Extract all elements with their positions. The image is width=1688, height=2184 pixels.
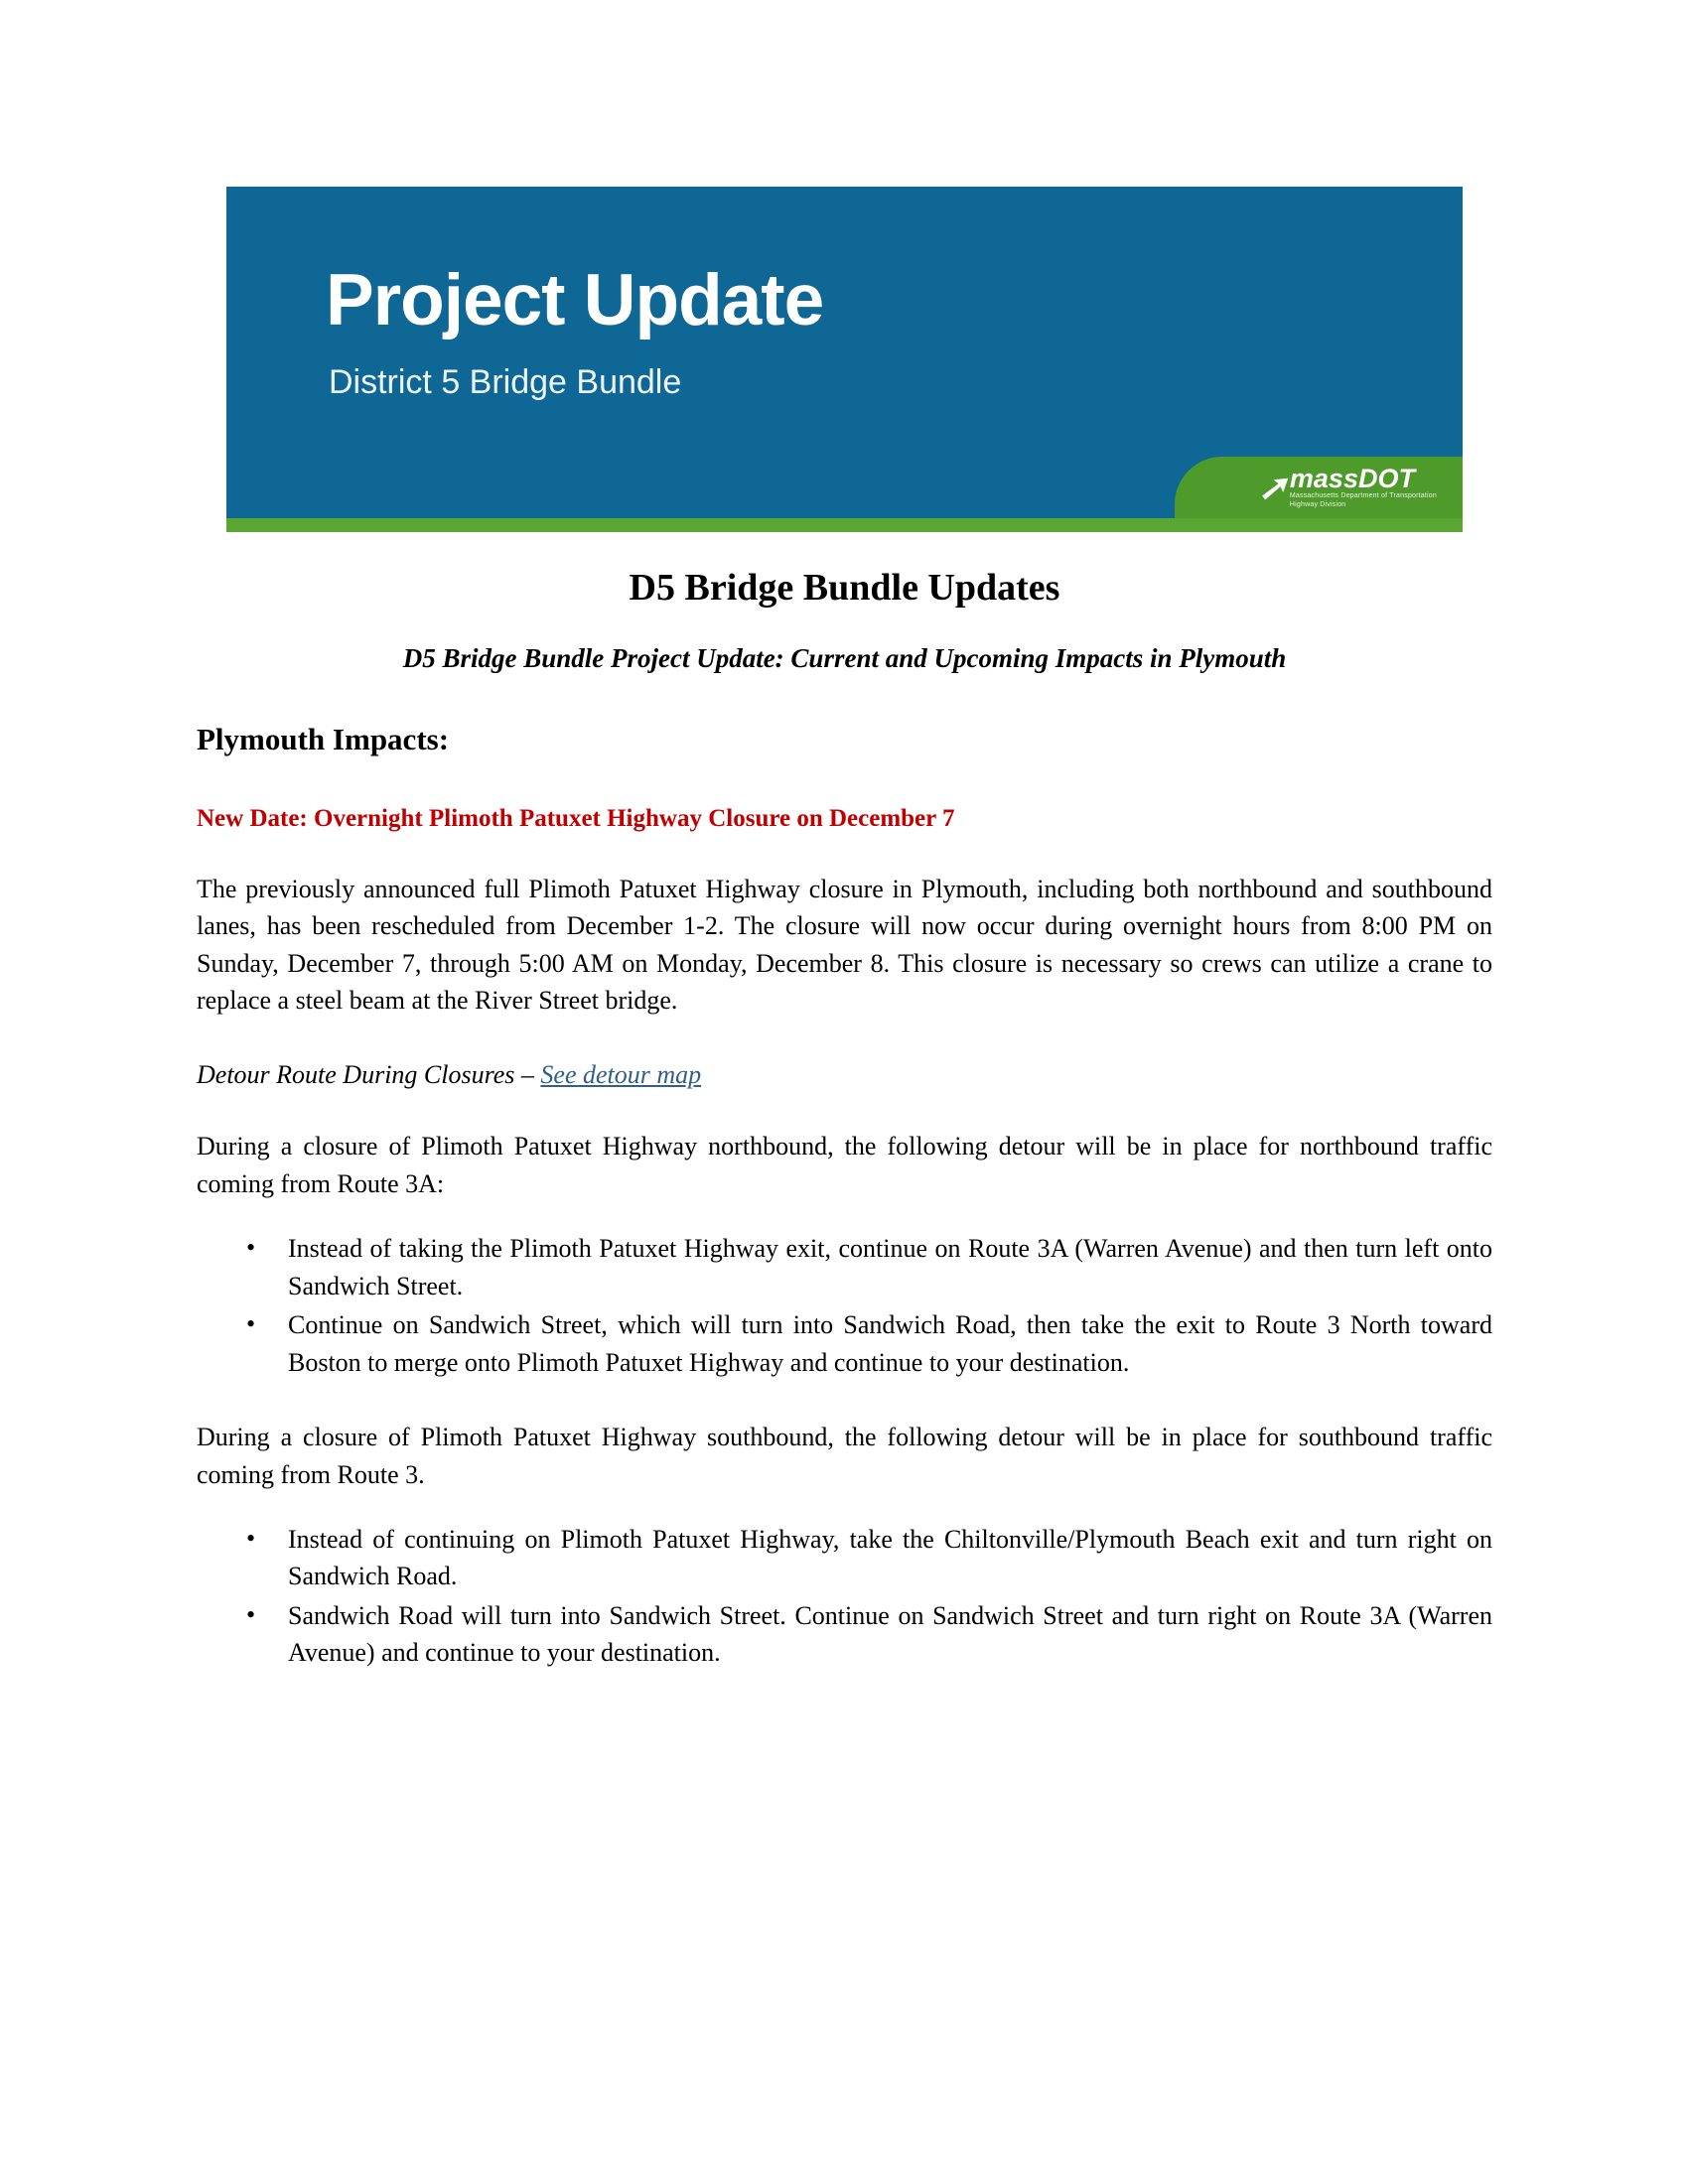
document-content [197, 187, 1492, 1674]
list-item: • Continue on Sandwich Street, which will turn into Sandwich Road, then take the exit to Route 3 North toward Boston to merge onto Plimoth Patuxet Highway and continue to your destination. [288, 1306, 1492, 1381]
southbound-detour-list [197, 1521, 1492, 1672]
massdot-arrow-icon: ➚ [1257, 468, 1288, 507]
section-heading-plymouth-impacts: Plymouth Impacts: [197, 721, 450, 756]
banner-green-bar [226, 518, 1463, 532]
detour-route-line [197, 1060, 1492, 1090]
paragraph-northbound-intro: During a closure of Plimoth Patuxet Highway northbound, the following detour will be in place for northbound traffic coming from Route 3A: [197, 1132, 1492, 1198]
massdot-tagline-line2: Highway Division [1289, 500, 1346, 508]
list-item: • Instead of taking the Plimoth Patuxet Highway exit, continue on Route 3A (Warren Avenue) and then turn left onto Sandwich Street. [288, 1230, 1492, 1304]
paragraph-closure-details: The previously announced full Plimoth Patuxet Highway closure in Plymouth, including both northbound and southbound lanes, has been rescheduled from December 1-2. The closure will now occur during overnight hours from 8:00 PM on Sunday, December 7, through 5:00 AM on Monday, December 8. This closure is necessary so crews can utilize a crane to replace a steel beam at the River Street bridge. [197, 874, 1492, 1015]
see-detour-map-link[interactable]: See detour map [540, 1060, 702, 1090]
detour-route-label: Detour Route During Closures – [197, 1060, 541, 1090]
massdot-tagline-line1: Massachusetts Department of Transportation [1289, 492, 1437, 500]
massdot-logo-textblock [1290, 466, 1437, 508]
paragraph-southbound-intro: During a closure of Plimoth Patuxet Highway southbound, the following detour will be in place for southbound traffic coming from Route 3. [197, 1423, 1492, 1489]
project-update-banner [226, 187, 1463, 532]
page-title: D5 Bridge Bundle Updates [629, 567, 1060, 609]
massdot-logo-text: massDOT [1289, 464, 1415, 494]
banner-subtitle: District 5 Bridge Bundle [329, 363, 682, 401]
banner-title: Project Update [326, 260, 824, 341]
page-subtitle: D5 Bridge Bundle Project Update: Current and Upcoming Impacts in Plymouth [402, 642, 1287, 673]
list-item: • Sandwich Road will turn into Sandwich Street. Continue on Sandwich Street and turn right on Route 3A (Warren Avenue) and continue to your destination. [288, 1597, 1492, 1672]
massdot-logo [1258, 465, 1437, 510]
northbound-detour-list [197, 1230, 1492, 1381]
list-item: • Instead of continuing on Plimoth Patuxet Highway, take the Chiltonville/Plymouth Beach exit and turn right on Sandwich Road. [288, 1521, 1492, 1595]
alert-heading: New Date: Overnight Plimoth Patuxet Highway Closure on December 7 [197, 804, 955, 832]
